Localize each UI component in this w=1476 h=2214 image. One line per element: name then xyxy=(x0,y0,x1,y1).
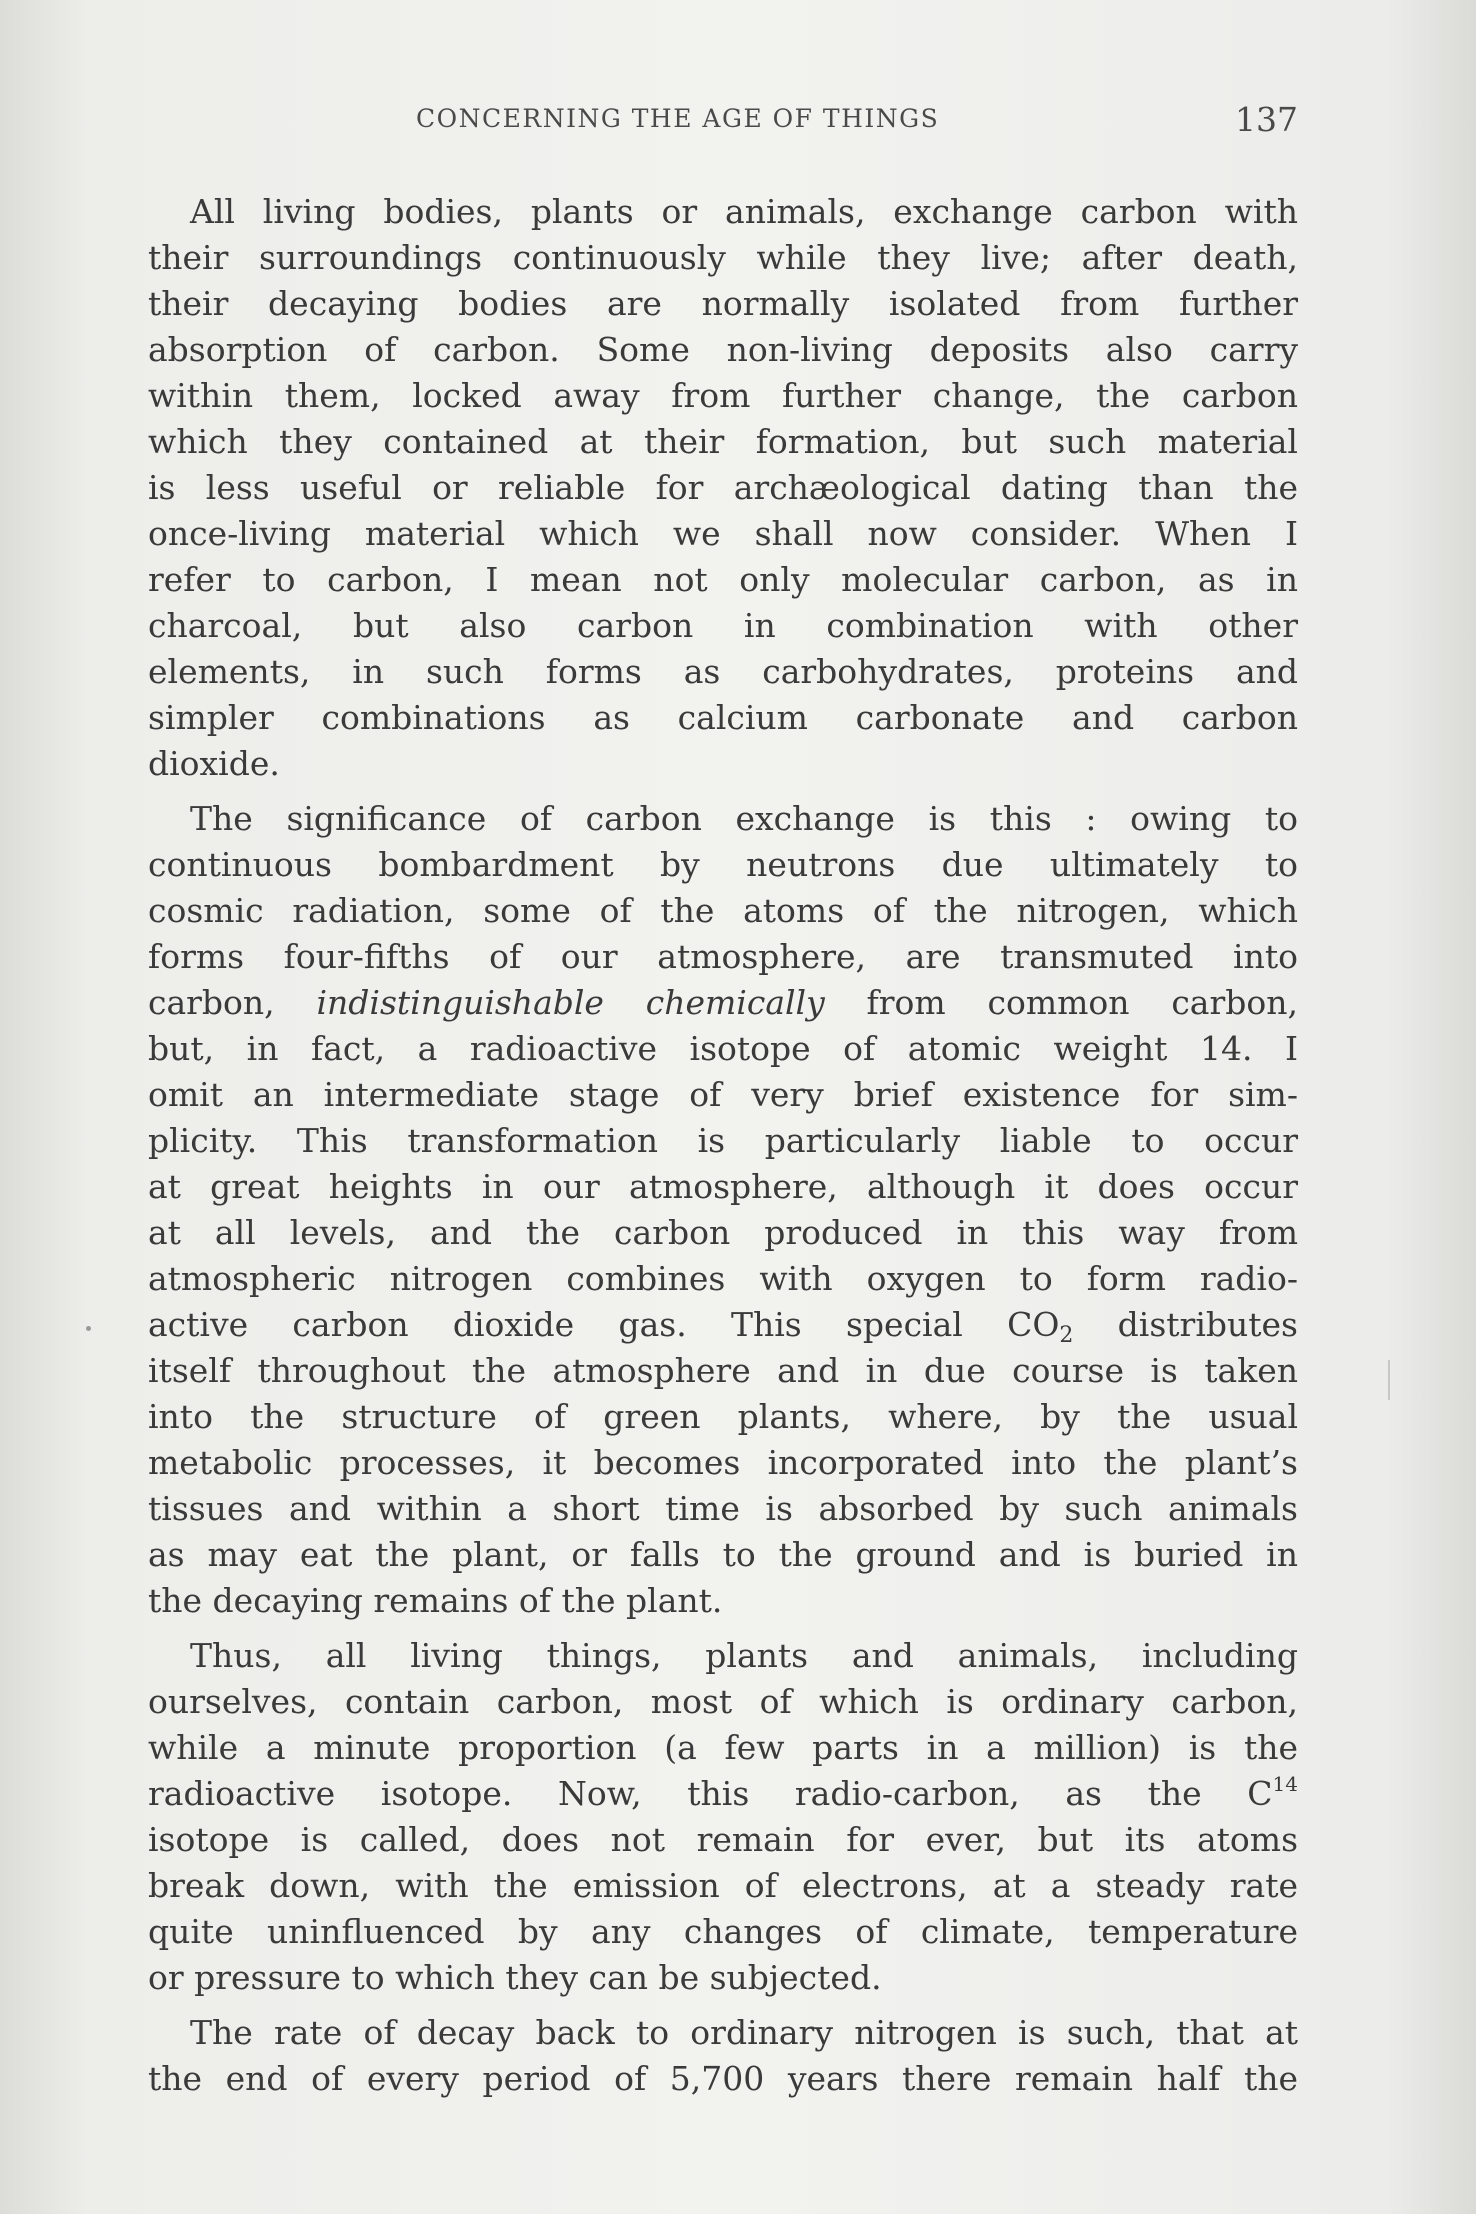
text-line: at great heights in our atmosphere, although it does occur xyxy=(148,1167,1298,1206)
text-line: is less useful or reliable for archæological dating than the xyxy=(148,468,1298,507)
text-line: charcoal, but also carbon in combination with other xyxy=(148,606,1298,645)
subscript: 2 xyxy=(1059,1323,1074,1348)
text-line: All living bodies, plants or animals, exchange carbon with xyxy=(190,192,1298,231)
body-text xyxy=(148,189,1298,2102)
margin-speck xyxy=(86,1326,91,1331)
text-line: Thus, all living things, plants and animals, including xyxy=(190,1636,1298,1675)
page-header xyxy=(148,100,1298,140)
text-line: which they contained at their formation, but such material xyxy=(148,422,1298,461)
text-line: the decaying remains of the plant. xyxy=(148,1581,723,1620)
text-segment: active carbon dioxide gas. This special CO xyxy=(148,1305,1060,1344)
text-line: as may eat the plant, or falls to the ground and is buried in xyxy=(148,1535,1298,1574)
text-line: The significance of carbon exchange is this : owing to xyxy=(190,799,1298,838)
text-line: ourselves, contain carbon, most of which is ordinary carbon, xyxy=(148,1682,1298,1721)
superscript: 14 xyxy=(1272,1772,1298,1796)
text-line: at all levels, and the carbon produced in this way from xyxy=(148,1213,1298,1252)
text-line: their surroundings continuously while they live; after death, xyxy=(148,238,1298,277)
text-line: into the structure of green plants, where, by the usual xyxy=(148,1397,1298,1436)
paragraph-1 xyxy=(148,189,1298,787)
text-line: elements, in such forms as carbohydrates, proteins and xyxy=(148,652,1298,691)
running-head: CONCERNING THE AGE OF THINGS xyxy=(416,104,940,133)
text-segment: radioactive isotope. Now, this radio-carbon, as the C xyxy=(148,1774,1273,1813)
paragraph-2 xyxy=(148,796,1298,1624)
text-line: quite uninfluenced by any changes of climate, temperature xyxy=(148,1912,1298,1951)
italic-phrase: indistinguishable chemically xyxy=(316,983,825,1022)
text-line: forms four-fifths of our atmosphere, are transmuted into xyxy=(148,937,1298,976)
text-line: atmospheric nitrogen combines with oxygen to form radio- xyxy=(148,1259,1298,1298)
text-line: simpler combinations as calcium carbonate and carbon xyxy=(148,698,1298,737)
text-line: continuous bombardment by neutrons due ultimately to xyxy=(148,845,1298,884)
text-line: once-living material which we shall now consider. When I xyxy=(148,514,1298,553)
text-line: plicity. This transformation is particularly liable to occur xyxy=(148,1121,1298,1160)
paragraph-4 xyxy=(148,2010,1298,2102)
text-line: within them, locked away from further change, the carbon xyxy=(148,376,1298,415)
text-line: but, in fact, a radioactive isotope of atomic weight 14. I xyxy=(148,1029,1298,1068)
text-line: itself throughout the atmosphere and in due course is taken xyxy=(148,1351,1298,1390)
margin-mark-line xyxy=(1388,1360,1390,1400)
page-number: 137 xyxy=(1235,100,1298,139)
text-line: the end of every period of 5,700 years there remain half the xyxy=(148,2059,1298,2098)
text-line: omit an intermediate stage of very brief existence for sim- xyxy=(148,1075,1298,1114)
text-line-with-superscript xyxy=(148,1771,1298,1817)
text-line: cosmic radiation, some of the atoms of the nitrogen, which xyxy=(148,891,1298,930)
text-line: isotope is called, does not remain for ever, but its atoms xyxy=(148,1820,1298,1859)
text-segment: from common carbon, xyxy=(824,983,1298,1022)
text-line: absorption of carbon. Some non-living deposits also carry xyxy=(148,330,1298,369)
text-line: or pressure to which they can be subjected. xyxy=(148,1958,882,1997)
text-line-with-subscript xyxy=(148,1302,1298,1348)
text-line: while a minute proportion (a few parts in a million) is the xyxy=(148,1728,1298,1767)
text-segment: distributes xyxy=(1073,1305,1298,1344)
text-line: tissues and within a short time is absorbed by such animals xyxy=(148,1489,1298,1528)
text-line-with-italic xyxy=(148,980,1298,1026)
text-line: break down, with the emission of electrons, at a steady rate xyxy=(148,1866,1298,1905)
text-line: their decaying bodies are normally isolated from further xyxy=(148,284,1298,323)
text-segment: carbon, xyxy=(148,983,317,1022)
text-line: The rate of decay back to ordinary nitrogen is such, that at xyxy=(190,2013,1298,2052)
paragraph-3 xyxy=(148,1633,1298,2001)
text-line: dioxide. xyxy=(148,744,280,783)
text-line: refer to carbon, I mean not only molecular carbon, as in xyxy=(148,560,1298,599)
text-line: metabolic processes, it becomes incorporated into the plant’s xyxy=(148,1443,1298,1482)
